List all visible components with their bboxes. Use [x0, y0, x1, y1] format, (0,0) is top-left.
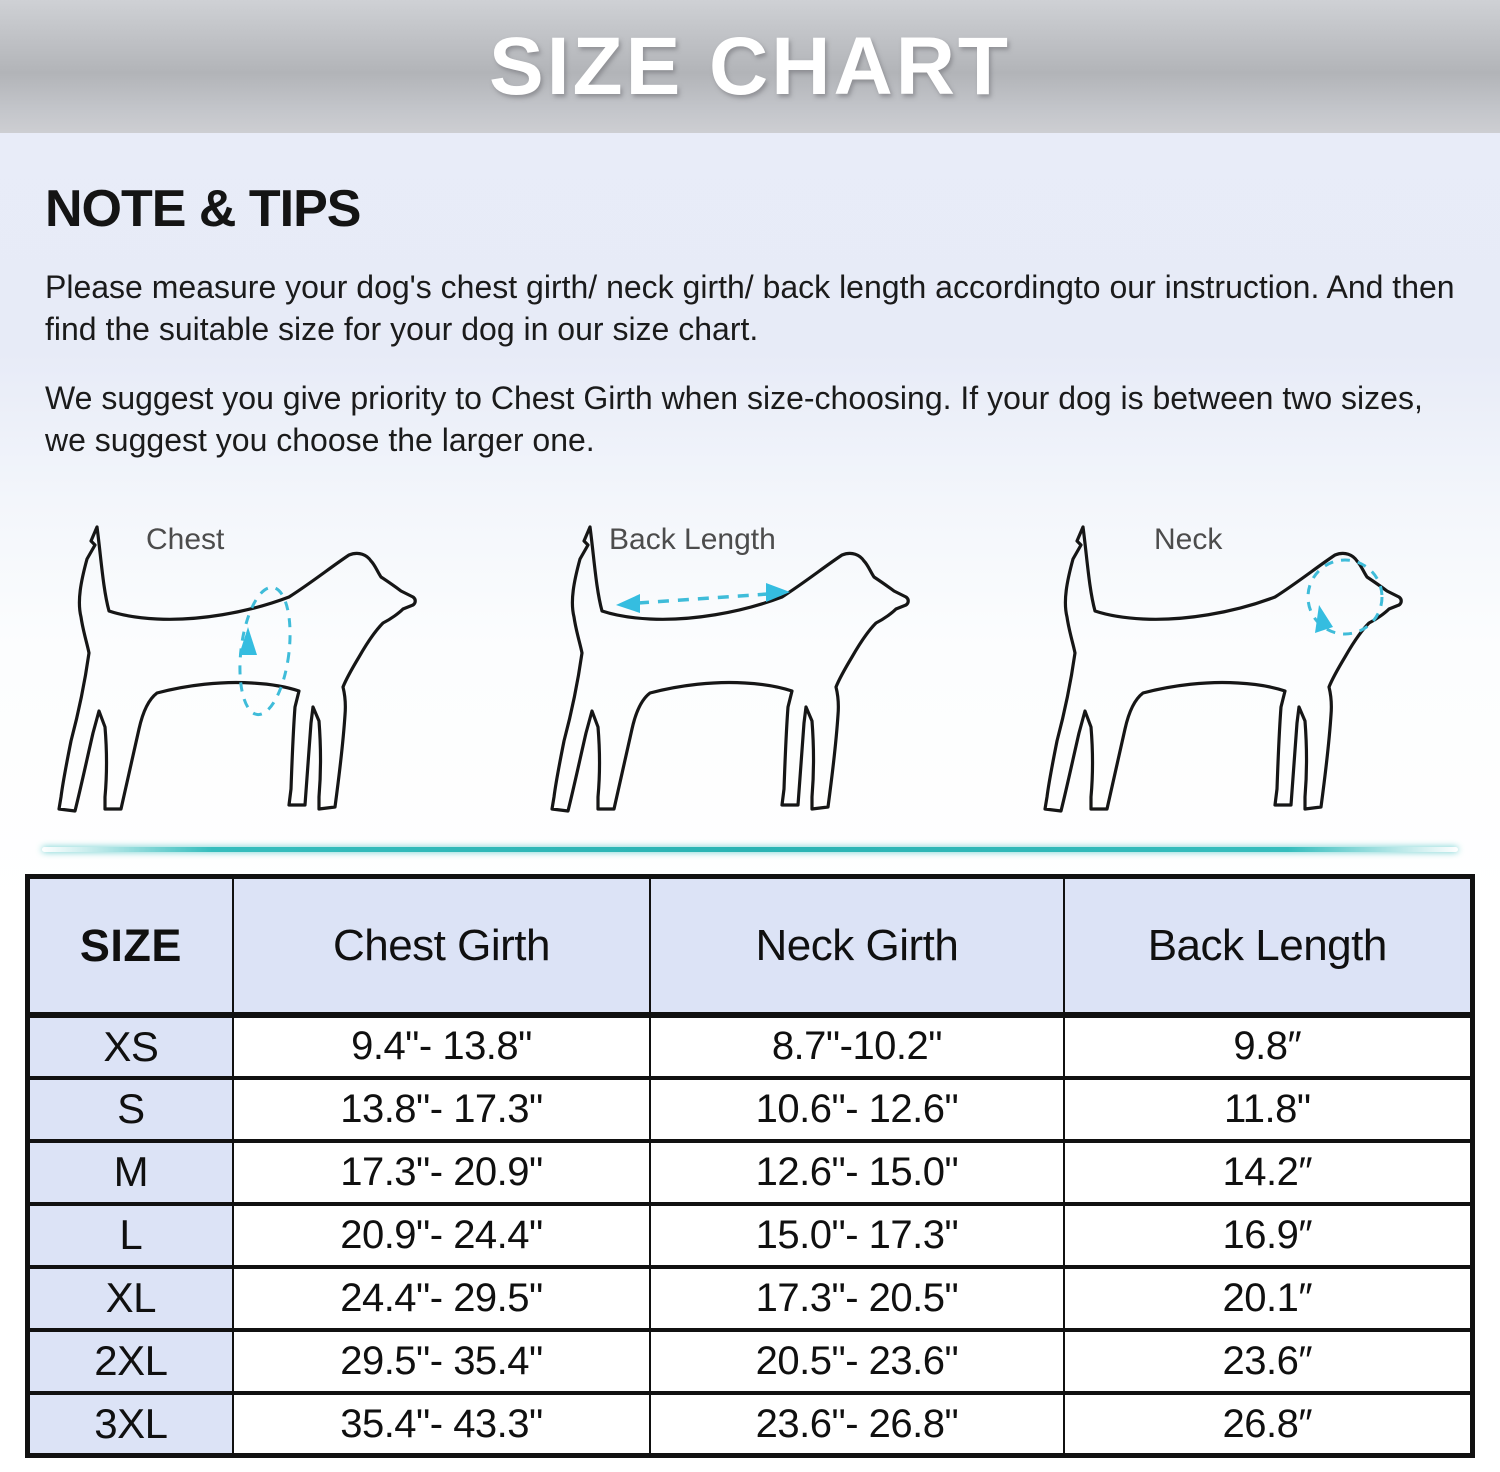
size-table	[25, 874, 1475, 1458]
table-row	[28, 1078, 1473, 1141]
neck-cell: 12.6"- 15.0"	[650, 1141, 1063, 1204]
neck-diagram	[1004, 499, 1482, 831]
back-length-label: Back Length	[609, 523, 776, 557]
chest-diagram	[18, 499, 496, 831]
chest-cell: 35.4"- 43.3"	[233, 1393, 651, 1456]
table-row	[28, 1393, 1473, 1456]
neck-cell: 8.7"-10.2"	[650, 1015, 1063, 1078]
back-arrowhead-left-icon	[616, 594, 640, 613]
size-cell: S	[28, 1078, 233, 1141]
chest-cell: 17.3"- 20.9"	[233, 1141, 651, 1204]
back-length-diagram	[511, 499, 989, 831]
chest-label: Chest	[146, 523, 225, 557]
size-cell: XL	[28, 1267, 233, 1330]
size-cell: 3XL	[28, 1393, 233, 1456]
note-tips-heading: NOTE & TIPS	[45, 180, 361, 238]
chest-cell: 24.4"- 29.5"	[233, 1267, 651, 1330]
size-cell: 2XL	[28, 1330, 233, 1393]
measurement-diagrams	[0, 499, 1500, 831]
back-length-line-icon	[638, 594, 768, 603]
back-cell: 14.2″	[1064, 1141, 1473, 1204]
back-cell: 26.8″	[1064, 1393, 1473, 1456]
table-row	[28, 1141, 1473, 1204]
note-section	[0, 179, 1500, 461]
dog-outline-icon	[18, 499, 496, 831]
teal-divider	[42, 847, 1458, 852]
note-paragraph-measure: Please measure your dog's chest girth/ neck girth/ back length accordingto our instruction. And then find the suitable size for your dog in our size chart.	[45, 269, 1455, 347]
back-cell: 23.6″	[1064, 1330, 1473, 1393]
chest-cell: 29.5"- 35.4"	[233, 1330, 651, 1393]
back-cell: 11.8"	[1064, 1078, 1473, 1141]
chest-cell: 20.9"- 24.4"	[233, 1204, 651, 1267]
neck-cell: 10.6"- 12.6"	[650, 1078, 1063, 1141]
table-row	[28, 1330, 1473, 1393]
header-neck-girth: Neck Girth	[650, 877, 1063, 1015]
dog-outline-icon	[1004, 499, 1482, 831]
size-cell: M	[28, 1141, 233, 1204]
note-paragraph-priority: We suggest you give priority to Chest Girth when size-choosing. If your dog is between two sizes, we suggest you choose the larger one.	[45, 380, 1423, 458]
neck-label: Neck	[1154, 523, 1223, 557]
neck-cell: 23.6"- 26.8"	[650, 1393, 1063, 1456]
size-cell: XS	[28, 1015, 233, 1078]
size-cell: L	[28, 1204, 233, 1267]
back-cell: 9.8″	[1064, 1015, 1473, 1078]
header-size: SIZE	[28, 877, 233, 1015]
chest-cell: 9.4"- 13.8"	[233, 1015, 651, 1078]
title-banner	[0, 0, 1500, 133]
neck-cell: 17.3"- 20.5"	[650, 1267, 1063, 1330]
page-title: SIZE CHART	[489, 20, 1011, 112]
table-row	[28, 1267, 1473, 1330]
table-row	[28, 1015, 1473, 1078]
back-cell: 20.1″	[1064, 1267, 1473, 1330]
neck-cell: 20.5"- 23.6"	[650, 1330, 1063, 1393]
header-back-length: Back Length	[1064, 877, 1473, 1015]
header-chest-girth: Chest Girth	[233, 877, 651, 1015]
table-row	[28, 1204, 1473, 1267]
table-header-row	[28, 877, 1473, 1015]
size-table-container	[25, 874, 1475, 1458]
chest-arrowhead-icon	[239, 627, 257, 655]
back-cell: 16.9″	[1064, 1204, 1473, 1267]
neck-cell: 15.0"- 17.3"	[650, 1204, 1063, 1267]
chest-cell: 13.8"- 17.3"	[233, 1078, 651, 1141]
neck-arrowhead-icon	[1315, 605, 1333, 633]
